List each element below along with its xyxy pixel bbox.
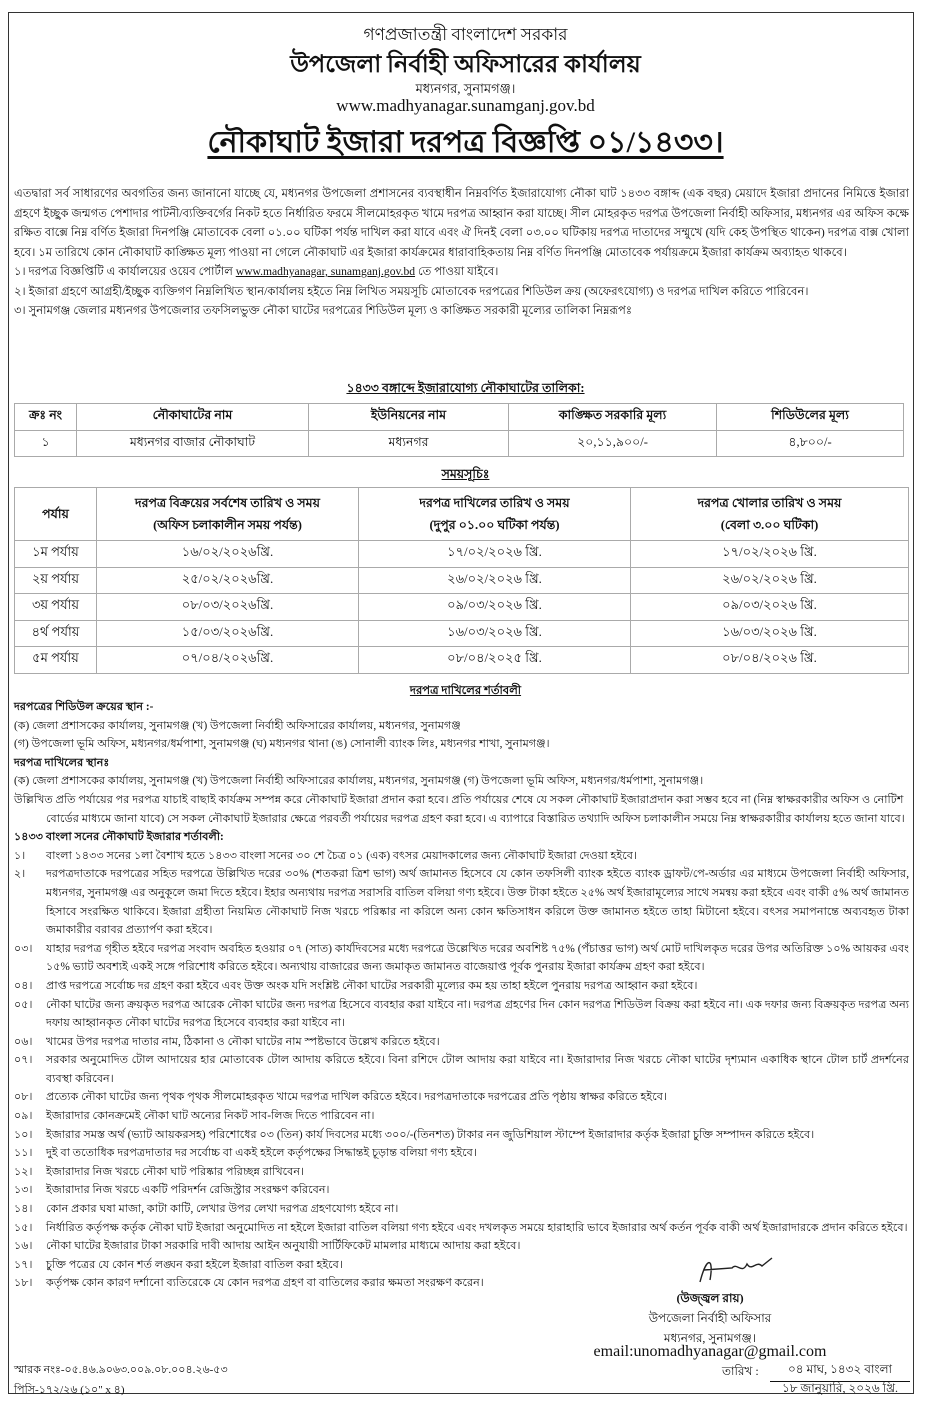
term-number: ১। [14,849,26,862]
website: www.madhyanagar.sunamganj.gov.bd [336,96,595,115]
term-number: ১৮। [14,1277,33,1290]
portal-link[interactable]: www.madhyanagar, sunamganj.gov.bd [235,265,416,278]
term-text: খামের উপর দরপত্র দাতার নাম, ঠিকানা ও নৌকা ঘাটের নাম স্পষ্টভাবে উল্লেখ করিতে হইবে। [46,1035,440,1048]
cell: ০৮/০৪/২০২৫ খ্রি. [359,647,631,674]
terms-list [14,847,909,1293]
point-1-text: ১। দরপত্র বিজ্ঞপ্তিটি এ কার্যালয়ের ওয়েব পোর্টাল [14,265,236,278]
col-schedule-price: শিডিউলের মূল্য [717,404,904,431]
point-1 [14,262,909,282]
schedule-title: সময়সূচিঃ [441,467,490,481]
purchase-line: (গ) উপজেলা ভূমি অফিস, মধ্যনগর/ধর্মপাশা, সুনামগঞ্জ (ঘ) মধ্যনগর থানা (ঙ) সোনালী ব্যাংক লিঃ, মধ্যনগর শাখা, সুনামগঞ্জ। [14,738,550,751]
intro-paragraph: এতদ্বারা সর্ব সাধারণের অবগতির জন্য জানানো যাচ্ছে যে, মধ্যনগর উপজেলা প্রশাসনের ব্যবস্থাধীন নিম্নবর্ণিত ইজারাযোগ্য নৌকা ঘাট ১৪৩৩ বঙ্গাব্দ (এক বছর) মেয়াদে ইজারা প্রদানের নিমিত্তে ইজারা গ্রহণে ইচ্ছুক জন্মগত পেশাদার পাটনী/ব্যক্তিবর্গের নিকট হতে নির্ধারিত ফরমে সীলমোহরকৃত খামে দরপত্র আহ্বান করা যাচ্ছে। সীল মোহরকৃত দরপত্র উপজেলা নির্বাহী অফিসার, মধ্যনগর এর অফিস কক্ষে রক্ষিত বাক্সে নিম্ন বর্ণিত ইজারা দিনপঞ্জি মোতাবেক বেলা ০১.০০ ঘটিকা পর্যন্ত দাখিল করা যাবে এবং ঐ দিনই বেলা ০৩.০০ ঘটিকায় দরপত্র দাতাদের সম্মুখে (যদি কেহ উপস্থিত থাকেন) দরপত্র বাক্স খোলা হবে। ১ম তারিখে কোন নৌকাঘাট কাঙ্ক্ষিত মূল্য পাওয়া না গেলে নৌকাঘাট এর ইজারা কার্যক্রমের ধারাবাহিকতায় নিম্ন বর্ণিত দিনপঞ্জি মোতাবেক পর্যায়ক্রমে ইজারা কার্যক্রম অব্যাহত থাকবে। [14,187,909,259]
cell: ১ম পর্যায় [15,541,97,568]
cell: ৫ম পর্যায় [15,647,97,674]
term-item [14,1051,909,1088]
term-number: ১৩। [14,1184,33,1197]
cell: ১ [15,431,77,457]
col-ghat-name: নৌকাঘাটের নাম [77,404,309,431]
term-text: দরপত্রদাতাকে দরপত্রের সহিত দরপত্রে উল্লিখিত দরের ৩০% (শতকরা ত্রিশ ভাগ) অর্থ জামানত হিসেবে যে কোন তফসিলী ব্যাংক হইতে ব্যাংক ড্রাফট/পে-অর্ডার এর মাধ্যমে উপজেলা নির্বাহী অফিসার, মধ্যনগর, সুনামগঞ্জ এর অনুকূলে জমা দিতে হইবে। ইহার অন্যথায় দরপত্র সরাসরি বাতিল বলিয়া গণ্য হইবে। উক্ত টাকা হইতে ২৫% অর্থ ইজারামূল্যের সাথে সমন্বয় করা হইবে এবং বাকী ৫% অর্থ জামানত হিসাবে সংরক্ষিত থাকিবে। ইজারা গ্রহীতা নিয়মিত নৌকাঘাট নিজ খরচে পরিষ্কার না করিলে অন্য কোন ক্ষতিসাধন করিলে উক্ত জামানত হইতে তাহা মিটানো হইবে। বৎসর সমাপনান্তে অব্যবহৃত টাকা জমাকারীর বরাবর প্রত্যার্পণ করা হইবে। [46,868,909,937]
term-number: ০৪। [14,979,33,992]
term-item [14,865,909,939]
point-3: ৩। সুনামগঞ্জ জেলার মধ্যনগর উপজেলার তফসিলভুক্ত নৌকা ঘাটের দরপত্রের শিডিউল মূল্য ও কাঙ্ক্ষিত সরকারী মূল্যের তালিকা নিম্নরূপঃ [14,304,632,317]
note-paragraph: উল্লিখিত প্রতি পর্যায়ের পর দরপত্র যাচাই বাছাই কার্যক্রম সম্পন্ন করে নৌকাঘাট ইজারা প্রদান করা হবে। প্রতি পর্যায়ের শেষে যে সকল নৌকাঘাট ইজারাপ্রদান করা সম্ভব হবে না (নিম্ন স্বাক্ষরকারীর অফিস ও নোটিশ বোর্ডের মাধ্যমে জানা যাবে) সে সকল নৌকাঘাট ইজারার ক্ষেত্রে পরবর্তী পর্যায়ের দরপত্র গ্রহণ করা হবে। এ ব্যাপারে বিস্তারিত তথ্যাদি অফিস চলাকালীন সময়ে নিম্ন স্বাক্ষরকারীর কার্যালয় হতে জানা যাবে। [14,793,905,825]
ghat-table [14,403,904,457]
term-text: কর্তৃপক্ষ কোন কারণ দর্শানো ব্যতিরেকে যে কোন দরপত্র গ্রহণ বা বাতিলের করার ক্ষমতা সংরক্ষণ করেন। [46,1277,484,1290]
cell: ০৮/০৩/২০২৬খ্রি. [97,594,359,621]
cell: ২৫/০২/২০২৬খ্রি. [97,567,359,594]
term-item [14,1219,909,1238]
table-row [15,594,909,621]
purchase-line: (ক) জেলা প্রশাসকের কার্যালয়, সুনামগঞ্জ (খ) উপজেলা নির্বাহী অফিসারের কার্যালয়, মধ্যনগর, সুনামগঞ্জ [14,719,461,732]
col-sale-date [97,488,359,541]
point-2: ২। ইজারা গ্রহণে আগ্রহী/ইচ্ছুক ব্যক্তিগণ নিম্নলিখিত স্থান/কার্যালয় হইতে নিম্ন লিখিত সময়সূচি মোতাবেক দরপত্রের শিডিউল ক্রয় (অফেরৎযোগ্য) ও দরপত্র দাখিল করিতে পারিবেন। [14,284,809,298]
cell: ২য় পর্যায় [15,567,97,594]
header-text: দরপত্র খোলার তারিখ ও সময় [697,496,842,510]
cell: ২৬/০২/২০২৬ খ্রি. [631,567,909,594]
cell: ৪র্থ পর্যায় [15,620,97,647]
col-phase [15,488,97,541]
submit-heading: দরপত্র দাখিলের স্থানঃ [14,756,110,769]
signatory-designation: উপজেলা নির্বাহী অফিসার [648,1311,772,1325]
table-row [15,647,909,674]
signatory-email: email:unomadhyanagar@gmail.com [593,1343,827,1360]
term-number: ১৭। [14,1258,33,1271]
table-header-row [15,488,909,541]
term-item [14,1200,909,1219]
term-text: ইজারাদার কোনক্রমেই নৌকা ঘাট অন্যের নিকট সাব-লিজ দিতে পারিবেন না। [46,1110,375,1123]
conditions-title: দরপত্র দাখিলের শর্তাবলী [409,685,522,697]
term-number: ০৩। [14,942,33,955]
term-number: ০৮। [14,1091,33,1104]
term-item [14,1163,909,1182]
date-bangla: ০৪ মাঘ, ১৪৩২ বাংলা [770,1361,910,1382]
term-text: নৌকা ঘাটের জন্য ক্রয়কৃত দরপত্র আরেক নৌকা ঘাটের জন্য দরপত্র হিসেবে ব্যবহার করা যাইবে না। দরপত্র গ্রহণের দিন কোন দরপত্র শিডিউল বিক্রয় করা হইবে না। এক দফার জন্য বিক্রয়কৃত দরপত্র অন্য দফায় আহ্বানকৃত নৌকা ঘাটের দরপত্র হিসেবে ব্যবহার করা যাইবে না। [46,998,909,1030]
cell: ১৭/০২/২০২৬ খ্রি. [359,541,631,568]
term-item [14,1033,909,1052]
terms-heading: ১৪৩৩ বাংলা সনের নৌকাঘাট ইজারার শর্তাবলী: [14,831,224,844]
term-number: ১৪। [14,1203,33,1216]
cell: মধ্যনগর বাজার নৌকাঘাট [77,431,309,457]
date-label: তারিখ : [722,1364,759,1378]
term-item [14,940,909,977]
ghat-table-title: ১৪৩৩ বঙ্গাব্দে ইজারাযোগ্য নৌকাঘাটের তালিকা: [346,381,585,395]
term-number: ০৯। [14,1110,33,1123]
table-row [15,567,909,594]
cell: ০৭/০৪/২০২৬খ্রি. [97,647,359,674]
term-number: ১৫। [14,1221,33,1234]
purchase-heading: দরপত্রের শিডিউল ক্রয়ের স্থান :- [14,701,154,713]
table-header-row [15,404,904,431]
term-text: ইজারাদার নিজ খরচে নৌকা ঘাট পরিষ্কার পরিচ্ছন্ন রাখিবেন। [46,1165,305,1178]
cell: ৪,৮০০/- [717,431,904,457]
col-open-date [631,488,909,541]
term-number: ০৫। [14,998,33,1011]
term-text: কোন প্রকার ঘষা মাজা, কাটা কাটি, লেখার উপর লেখা দরপত্র গ্রহণযোগ্য হইবে না। [46,1203,399,1216]
term-item [14,977,909,996]
submit-line: (ক) জেলা প্রশাসকের কার্যালয়, সুনামগঞ্জ (খ) উপজেলা নির্বাহী অফিসারের কার্যালয়, মধ্যনগর, সুনামগঞ্জ (গ) উপজেলা ভূমি অফিস, মধ্যনগর/ধর্মপাশা, সুনামগঞ্জ। [14,775,704,788]
cell: ১৬/০৩/২০২৬ খ্রি. [359,620,631,647]
term-text: চুক্তি পত্রের যে কোন শর্ত লঙ্ঘন করা হইলে ইজারা বাতিল করা হইবে। [46,1258,343,1271]
header-subtext: (বেলা ৩.০০ ঘটিকা) [720,518,819,532]
term-number: ০৬। [14,1035,33,1048]
cell: মধ্যনগর [309,431,509,457]
term-text: প্রত্যেক নৌকা ঘাটের জন্য পৃথক পৃথক সীলমোহরকৃত খামে দরপত্র দাখিল করিতে হইবে। দরপত্রদাতাকে দরপত্রের প্রতি পৃষ্ঠায় স্বাক্ষর করিতে হইবে। [46,1091,667,1104]
col-submit-date [359,488,631,541]
press-code: পিসি-১৭২/২৬ (১০" x ৪) [14,1384,125,1396]
cell: ২৬/০২/২০২৬ খ্রি. [359,567,631,594]
term-item [14,1088,909,1107]
col-govt-price: কাঙ্ক্ষিত সরকারি মূল্য [509,404,717,431]
cell: ২০,১১,৯০০/- [509,431,717,457]
term-text: সরকার অনুমোদিত টোল আদায়ের হার মোতাবেক টোল আদায় করিতে হইবে। বিনা রশিদে টোল আদায় করা যাইবে না। ইজারাদার নিজ খরচে নৌকা ঘাটের দৃশ্যমান একাধিক স্থানে টোল চার্ট প্রদর্শনের ব্যবস্থা করিবেন। [46,1054,909,1085]
cell: ০৯/০৩/২০২৬ খ্রি. [631,594,909,621]
term-item [14,1107,909,1126]
header-text: দরপত্র বিক্রয়ের সর্বশেষ তারিখ ও সময় [135,496,320,510]
term-number: ১২। [14,1165,33,1178]
table-row [15,541,909,568]
signature-image [692,1250,782,1290]
header-subtext: (অফিস চলাকালীন সময় পর্যন্ত) [153,518,302,532]
header-text: দরপত্র দাখিলের তারিখ ও সময় [419,496,570,510]
term-text: দুই বা ততোধিক দরপত্রদাতার দর সর্বোচ্চ বা একই হইলে কর্তৃপক্ষের সিদ্ধান্তই চূড়ান্ত বলিয়া গণ্য হইবে। [46,1147,477,1160]
signatory-name: (উজ্জ্বল রায়) [676,1291,744,1305]
term-text: নৌকা ঘাটের ইজারার টাকা সরকারি দাবী আদায় আইন অনুযায়ী সার্টিফিকেট মামলার মাধ্যমে আদায় করা হইবে। [46,1240,521,1253]
cell: ১৭/০২/২০২৬ খ্রি. [631,541,909,568]
conditions-section [14,698,909,1293]
signatory-place: মধ্যনগর, সুনামগঞ্জ। [663,1331,757,1345]
term-number: ২। [14,868,26,881]
term-text: ইজারাদার নিজ খরচে একটি পরিদর্শন রেজিস্ট্রার সংরক্ষণ করিবেন। [46,1184,330,1197]
office-name: উপজেলা নির্বাহী অফিসারের কার্যালয় [290,52,641,78]
date-english: ১৮ জানুয়ারি, ২০২৬ খ্রি. [781,1381,899,1395]
term-text: ইজারার সমস্ত অর্থ (ভ্যাট আয়করসহ) পরিশোধের ০৩ (তিন) কার্য দিবসের মধ্যে ৩০০/-(তিনশত) টাকার নন জুডিশিয়াল স্টাম্পে ইজারাদার কর্তৃক ইজারা চুক্তি সম্পাদন করিতে হইবে। [46,1128,815,1141]
intro-section [14,184,909,321]
notice-title: নৌকাঘাট ইজারা দরপত্র বিজ্ঞপ্তি ০১/১৪৩৩। [207,126,724,159]
memo-number: স্মারক নংঃ-০৫.৪৬.৯০৬৩.০০৯.০৮.০০৪.২৬-৫৩ [14,1364,228,1376]
government-name: গণপ্রজাতন্ত্রী বাংলাদেশ সরকার [363,25,568,44]
term-text: যাহার দরপত্র গৃহীত হইবে দরপত্র সংবাদ অবহিত হওয়ার ০৭ (সাত) কার্যদিবসের মধ্যে দরপত্রে উল্লেখিত দরের অবশিষ্ট ৭৫% (পঁচাত্তর ভাগ) অর্থ মোট দাখিলকৃত দরের উপর অতিরিক্ত ১০% আয়কর এবং ১৫% ভ্যাট অবশ্যই একই সঙ্গে পরিশোধ করিতে হইবে। অন্যথায় বাজারের জন্য জমাকৃত জামানত বাজেয়াপ্ত পূর্বক পুনরায় ইজারা কার্যক্রম গ্রহণ করা হইবে। [46,942,909,974]
cell: ০৮/০৪/২০২৬ খ্রি. [631,647,909,674]
term-number: ১১। [14,1147,33,1160]
term-number: ১০। [14,1128,33,1141]
table-row [15,620,909,647]
schedule-table [14,487,909,674]
term-text: প্রাপ্ত দরপত্রে সর্বোচ্চ দর গ্রহণ করা হইবে এবং উক্ত অংক যদি সংশ্লিষ্ট নৌকা ঘাটের সরকারী মূল্যের কম হয় তাহা হইলে পুনরায় দরপত্র আহ্বান করা হইবে। [46,979,698,992]
col-union: ইউনিয়নের নাম [309,404,509,431]
term-text: নির্ধারিত কর্তৃপক্ষ কর্তৃক নৌকা ঘাট ইজারা অনুমোদিত না হইলে ইজারা বাতিল বলিয়া গণ্য হইবে এবং দখলকৃত সময়ে হারাহারি ভাবে ইজারার অর্থ কর্তন পূর্বক বাকী অর্থ ইজারাদারকে প্রদান করিতে হইবে। [46,1221,908,1234]
term-item [14,847,909,866]
header-text: পর্যায় [42,507,69,521]
cell: ০৯/০৩/২০২৬ খ্রি. [359,594,631,621]
header-subtext: (দুপুর ০১.০০ ঘটিকা পর্যন্ত) [429,518,560,532]
point-1-suffix: তে পাওয়া যাইবে। [415,265,499,278]
term-item [14,996,909,1033]
cell: ১৬/০৩/২০২৬ খ্রি. [631,620,909,647]
cell: ৩য় পর্যায় [15,594,97,621]
col-serial: ক্রঃ নং [15,404,77,431]
term-item [14,1126,909,1145]
table-row [15,431,904,457]
term-item [14,1144,909,1163]
term-number: ০৭। [14,1054,33,1067]
term-number: ১৬। [14,1240,33,1253]
cell: ১৫/০৩/২০২৬খ্রি. [97,620,359,647]
term-text: বাংলা ১৪৩৩ সনের ১লা বৈশাখ হতে ১৪৩৩ বাংলা সনের ৩০ শে চৈত্র ০১ (এক) বৎসর মেয়াদকালের জন্য নৌকাঘাট ইজারা দেওয়া হইবে। [46,849,637,862]
term-item [14,1181,909,1200]
office-address: মধ্যনগর, সুনামগঞ্জ। [415,81,516,96]
cell: ১৬/০২/২০২৬খ্রি. [97,541,359,568]
